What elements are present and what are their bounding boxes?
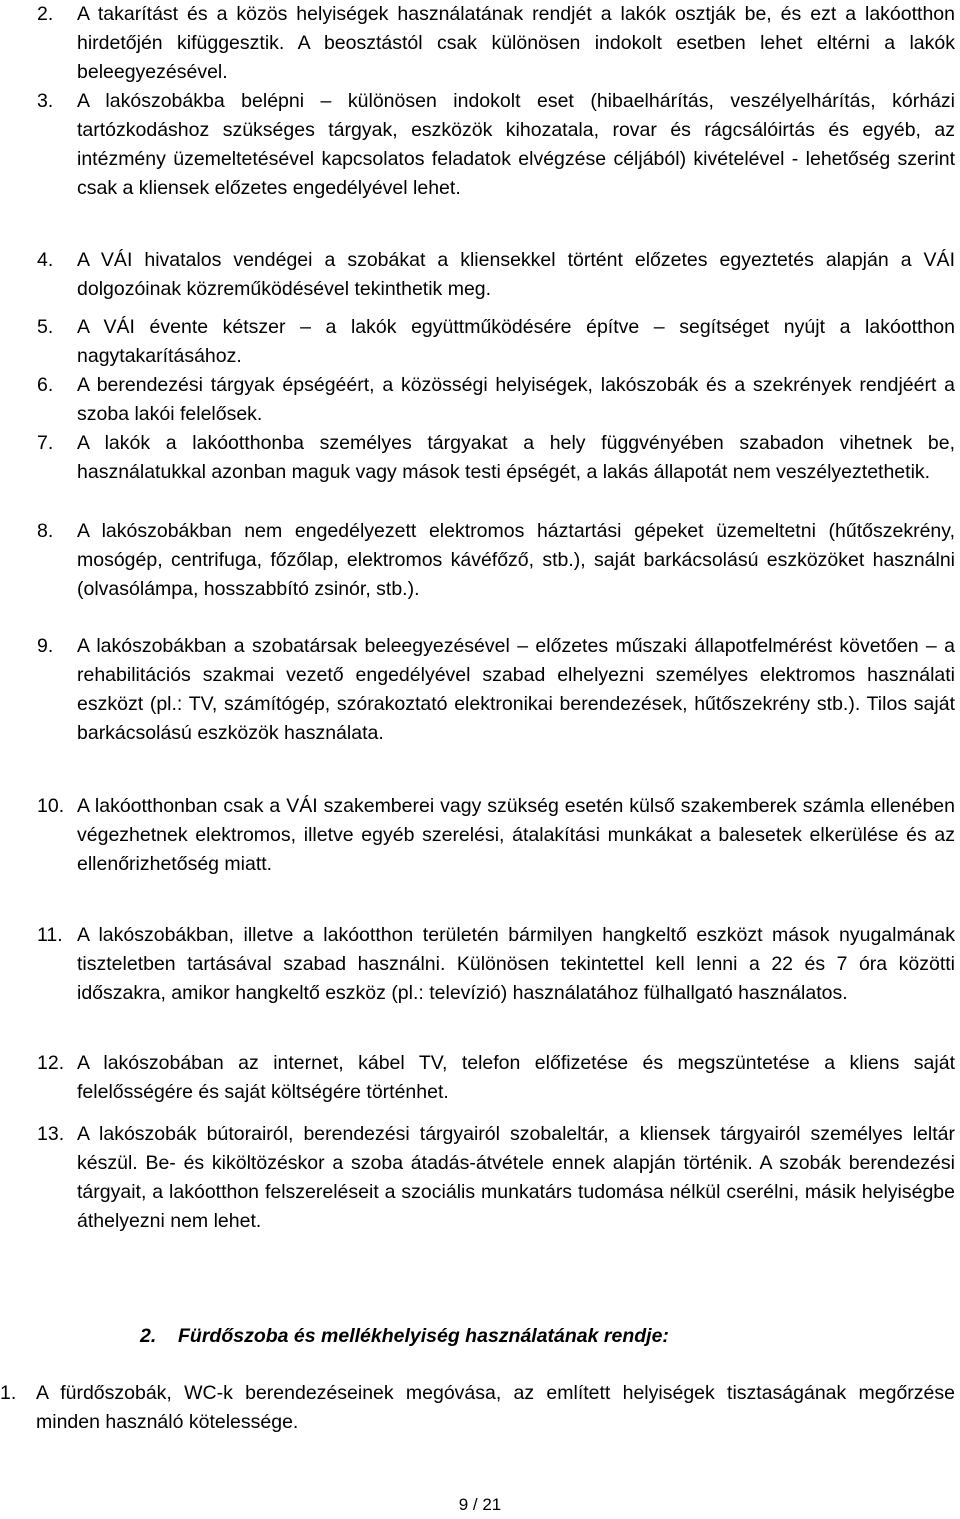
list-item [37, 0, 955, 87]
list-item-number: 1. [0, 1382, 17, 1404]
list-item-text: A lakószobákban a szobatársak beleegyezésével – előzetes műszaki állapotfelmérést követően – a rehabilitációs szakmai vezető engedélyével szabad elhelyezni személyes elektromos használati eszközt (pl.: TV, számítógép, szórakoztató elektronikai berendezések, hűtőszekrény stb.). Tilos saját barkácsolású eszközök használata. [77, 635, 955, 744]
list-item-number: 9. [37, 635, 54, 657]
section-number: 2. [140, 1325, 157, 1347]
list-item [37, 792, 955, 879]
list-item-text: A lakóotthonban csak a VÁI szakemberei vagy szükség esetén külső szakemberek számla ellenében végezhetnek elektromos, illetve egyéb szerelési, átalakítási munkákat a balesetek elkerülése és az ellenőrizhetőség miatt. [77, 795, 955, 875]
list-item-text: A fürdőszobák, WC-k berendezéseinek megóvása, az említett helyiségek tisztaságának megőrzése minden használó kötelessége. [36, 1382, 955, 1433]
list-item-text: A lakószobában az internet, kábel TV, telefon előfizetése és megszüntetése a kliens saját felelősségére és saját költségére történhet. [77, 1052, 955, 1103]
list-item [37, 921, 955, 1008]
list-item [37, 1049, 955, 1107]
list-item-number: 4. [37, 249, 54, 271]
list-item-number: 7. [37, 432, 54, 454]
list-item-number: 13. [37, 1123, 65, 1145]
list-item [37, 371, 955, 429]
list-item [37, 87, 955, 203]
list-item [0, 1379, 955, 1437]
list-item-number: 5. [37, 316, 54, 338]
list-item [37, 429, 955, 487]
list-item-text: A VÁI hivatalos vendégei a szobákat a kliensekkel történt előzetes egyeztetés alapján a VÁI dolgozóinak közreműködésével tekinthetik meg. [77, 249, 955, 300]
page-number: 9 / 21 [458, 1495, 502, 1514]
list-item-text: A lakószobák bútorairól, berendezési tárgyairól szobaleltár, a kliensek tárgyairól személyes leltár készül. Be- és kiköltözéskor a szoba átadás-átvétele ennek alapján történik. A szobák berendezési tárgyait, a lakóotthon felszereléseit a szociális munkatárs tudomása nélkül cserélni, másik helyiségbe áthelyezni nem lehet. [77, 1123, 955, 1232]
list-item-text: A lakószobákba belépni – különösen indokolt eset (hibaelhárítás, veszélyelhárítás, kórházi tartózkodáshoz szükséges tárgyak, eszközök kihozatala, rovar és rágcsálóirtás és egyéb, az intézmény üzemeltetésével kapcsolatos feladatok elvégzése céljából) kivételével - lehetőség szerint csak a kliensek előzetes engedélyével lehet. [77, 90, 955, 199]
list-item-number: 8. [37, 520, 54, 542]
list-item-number: 3. [37, 90, 54, 112]
section-heading [140, 1322, 669, 1351]
list-item [37, 313, 955, 371]
list-item [37, 517, 955, 604]
list-item-text: A lakószobákban nem engedélyezett elektromos háztartási gépeket üzemeltetni (hűtőszekrény, mosógép, centrifuga, főzőlap, elektromos kávéfőző, stb.), saját barkácsolású eszközöket használni (olvasólámpa, hosszabbító zsinór, stb.). [77, 520, 955, 600]
list-item [37, 1120, 955, 1236]
list-item-number: 12. [37, 1052, 65, 1074]
list-item-text: A VÁI évente kétszer – a lakók együttműködésére építve – segítséget nyújt a lakóotthon nagytakarításához. [77, 316, 955, 367]
list-item-text: A lakók a lakóotthonba személyes tárgyakat a hely függvényében szabadon vihetnek be, használatukkal azonban maguk vagy mások testi épségét, a lakás állapotát nem veszélyeztethetik. [77, 432, 955, 483]
list-item-text: A berendezési tárgyak épségéért, a közösségi helyiségek, lakószobák és a szekrények rendjéért a szoba lakói felelősek. [77, 374, 955, 425]
list-item-number: 10. [37, 795, 65, 817]
list-item-number: 11. [37, 924, 63, 946]
list-item-text: A lakószobákban, illetve a lakóotthon területén bármilyen hangkeltő eszközt mások nyugalmának tiszteletben tartásával szabad használni. Különösen tekintettel kell lenni a 22 és 7 óra közötti időszakra, amikor hangkeltő eszköz (pl.: televízió) használatához fülhallgató használatos. [77, 924, 955, 1004]
list-item [37, 632, 955, 748]
list-item-number: 2. [37, 3, 54, 25]
list-item [37, 246, 955, 304]
section-title: Fürdőszoba és mellékhelyiség használatának rendje: [178, 1325, 669, 1347]
list-item-text: A takarítást és a közös helyiségek használatának rendjét a lakók osztják be, és ezt a lakóotthon hirdetőjén kifüggesztik. A beosztástól csak különösen indokolt esetben lehet eltérni a lakók beleegyezésével. [77, 3, 955, 83]
list-item-number: 6. [37, 374, 54, 396]
